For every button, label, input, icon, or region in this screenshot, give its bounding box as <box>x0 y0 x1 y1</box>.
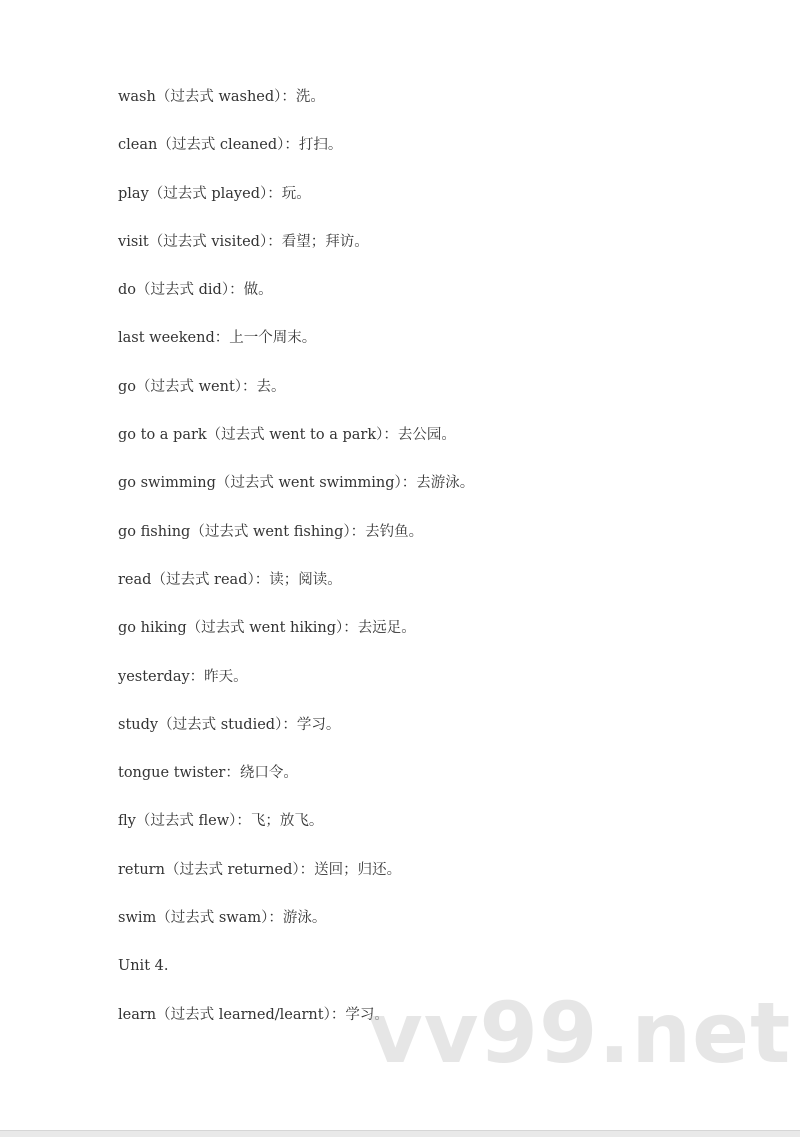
vocab-line: swim（过去式 swam）：游泳。 <box>118 910 327 927</box>
vocab-line: go swimming（过去式 went swimming）：去游泳。 <box>118 475 475 492</box>
vocab-line: last weekend：上一个周末。 <box>118 330 317 347</box>
unit-heading: Unit 4. <box>118 958 169 975</box>
vocab-line: visit（过去式 visited）：看望；拜访。 <box>118 233 369 250</box>
watermark: vv99.net <box>368 984 792 1082</box>
vocabulary-list <box>118 84 758 1050</box>
vocab-line: wash（过去式 washed）：洗。 <box>118 89 325 105</box>
vocab-line: return（过去式 returned）：送回；归还。 <box>118 861 402 878</box>
vocab-line: go fishing（过去式 went fishing）：去钓鱼。 <box>118 523 424 540</box>
vocab-line: clean（过去式 cleaned）：打扫。 <box>118 137 343 154</box>
vocab-line: go hiking（过去式 went hiking）：去远足。 <box>118 620 416 637</box>
vocab-line: go（过去式 went）：去。 <box>118 378 286 395</box>
vocab-line: study（过去式 studied）：学习。 <box>118 716 341 733</box>
vocab-line: play（过去式 played）：玩。 <box>118 185 311 202</box>
page-bottom-edge <box>0 1130 800 1137</box>
vocab-line: do（过去式 did）：做。 <box>118 282 273 299</box>
vocab-line: tongue twister：绕口令。 <box>118 765 298 782</box>
vocab-line: fly（过去式 flew）：飞；放飞。 <box>118 813 324 830</box>
vocab-line: go to a park（过去式 went to a park）：去公园。 <box>118 427 456 444</box>
vocab-line: learn（过去式 learned/learnt）：学习。 <box>118 1006 389 1023</box>
vocab-line: read（过去式 read）：读；阅读。 <box>118 571 342 588</box>
vocab-line: yesterday：昨天。 <box>118 668 248 685</box>
